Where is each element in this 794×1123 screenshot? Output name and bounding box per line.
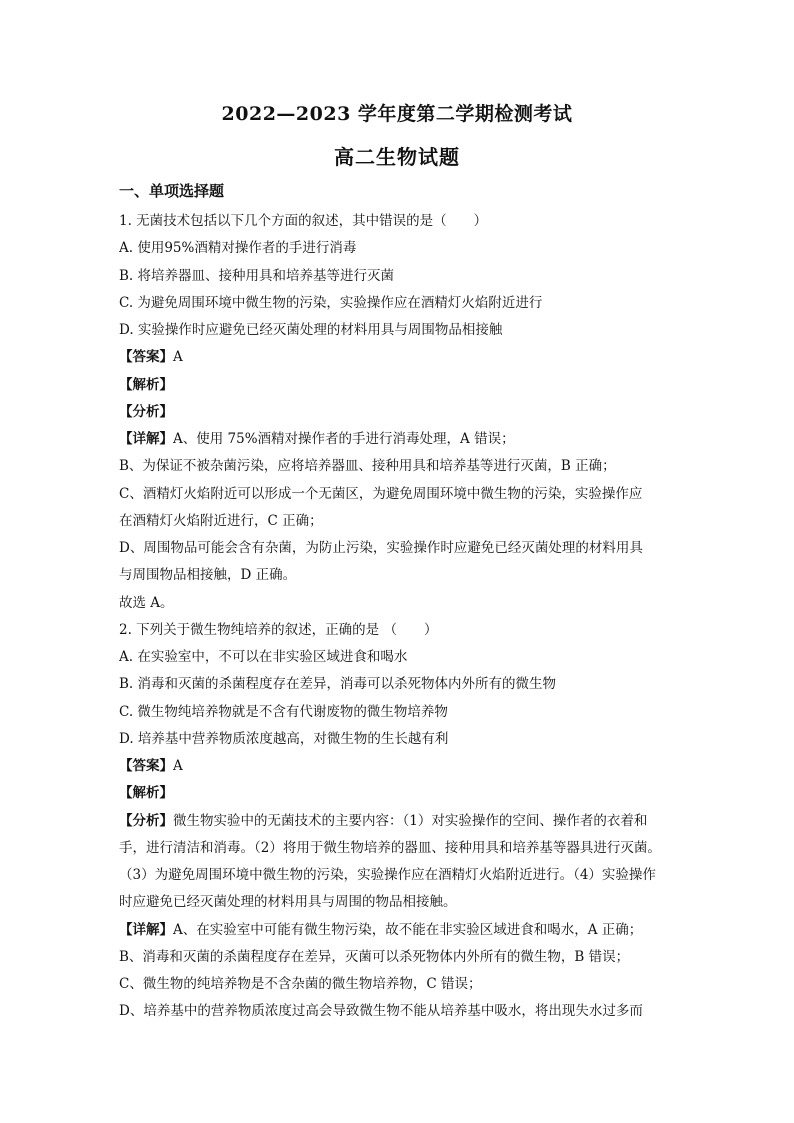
question-content (119, 208, 687, 1026)
q2-option-d: D. 培养基中营养物质浓度越高，对微生物的生长越有利 (119, 730, 449, 747)
q2-answer-tag: 【答案】 (119, 758, 173, 774)
exam-title: 2022—2023 学年度第二学期检测考试 (221, 103, 573, 125)
q2-analysis-line-4: 时应避免已经灭菌处理的材料用具与周围的物品相接触。 (119, 894, 457, 911)
q2-option-a: A. 在实验室中，不可以在非实验区域进食和喝水 (119, 649, 408, 665)
q2-option-b: B. 消毒和灭菌的杀菌程度存在差异，消毒可以杀死物体内外所有的微生物 (119, 676, 557, 693)
q2-detail-line-4: D、培养基中的营养物质浓度过高会导致微生物不能从培养基中吸水，将出现失水过多而 (119, 1003, 643, 1020)
q1-detail-line-2: B、为保证不被杂菌污染，应将培养器皿、接种用具和培养基等进行灭菌，B 正确； (119, 458, 616, 475)
q2-detail-text-1: A、在实验室中可能有微生物污染，故不能在非实验区域进食和喝水，A 正确； (173, 921, 643, 938)
section-heading: 一、单项选择题 (119, 182, 225, 200)
q2-detail-line-2: B、消毒和灭菌的杀菌程度存在差异，灭菌可以杀死物体内外所有的微生物，B 错误； (119, 948, 630, 965)
q1-jiexi-tag: 【解析】 (119, 376, 173, 393)
q1-detail-line-4: 在酒精灯火焰附近进行，C 正确； (119, 512, 323, 529)
q1-fenxi-tag: 【分析】 (119, 403, 173, 420)
q1-detail-line-6: 与周围物品相接触，D 正确。 (119, 567, 297, 584)
q1-answer-line (119, 344, 687, 371)
q1-detail-line-5: D、周围物品可能会含有杂菌，为防止污染，实验操作时应避免已经灭菌处理的材料用具 (119, 540, 643, 556)
q1-option-b: B. 将培养器皿、接种用具和培养基等进行灭菌 (119, 267, 395, 284)
q2-answer-value: A (173, 758, 183, 774)
q1-detail-line-1 (119, 426, 687, 453)
exam-subtitle: 高二生物试题 (334, 145, 460, 169)
q2-jiexi-line (119, 780, 687, 807)
q2-fenxi-tag: 【分析】 (119, 812, 173, 829)
q1-xiangjie-tag: 【详解】 (119, 431, 173, 447)
q1-conclusion: 故选 A。 (119, 594, 174, 611)
q1-detail-text-1: A、使用 75%酒精对操作者的手进行消毒处理，A 错误； (173, 431, 515, 447)
q2-xiangjie-tag: 【详解】 (119, 921, 173, 938)
q2-detail-line-1 (119, 917, 687, 944)
q2-analysis-text-1: 微生物实验中的无菌技术的主要内容：（1）对实验操作的空间、操作者的衣着和 (173, 812, 648, 829)
q1-answer-tag: 【答案】 (119, 349, 173, 366)
q2-analysis-line-2: 手，进行清洁和消毒。（2）将用于微生物培养的器皿、接种用具和培养基等器具进行灭菌。 (119, 839, 661, 856)
q2-answer-line (119, 753, 687, 780)
q2-option-c: C. 微生物纯培养物就是不含有代谢废物的微生物培养物 (119, 703, 448, 720)
q1-answer-value: A (173, 349, 183, 366)
q1-fenxi-line (119, 399, 687, 426)
q2-stem: 2. 下列关于微生物纯培养的叙述，正确的是 （ ） (119, 621, 438, 638)
q1-stem: 1. 无菌技术包括以下几个方面的叙述，其中错误的是（ ） (119, 213, 488, 229)
q2-jiexi-tag: 【解析】 (119, 785, 173, 802)
q2-analysis-line-1 (119, 808, 687, 835)
q1-option-a: A. 使用95%酒精对操作者的手进行消毒 (119, 240, 357, 257)
q1-jiexi-line (119, 372, 687, 399)
q1-option-d: D. 实验操作时应避免已经灭菌处理的材料用具与周围物品相接触 (119, 322, 503, 338)
q1-option-c: C. 为避免周围环境中微生物的污染，实验操作应在酒精灯火焰附近进行 (119, 294, 543, 311)
q2-detail-line-3: C、微生物的纯培养物是不含杂菌的微生物培养物，C 错误； (119, 976, 482, 992)
q2-analysis-line-3: （3）为避免周围环境中微生物的污染，实验操作应在酒精灯火焰附近进行。（4）实验操作 (119, 867, 656, 883)
q1-detail-line-3: C、酒精灯火焰附近可以形成一个无菌区，为避免周围环境中微生物的污染，实验操作应 (119, 485, 643, 502)
